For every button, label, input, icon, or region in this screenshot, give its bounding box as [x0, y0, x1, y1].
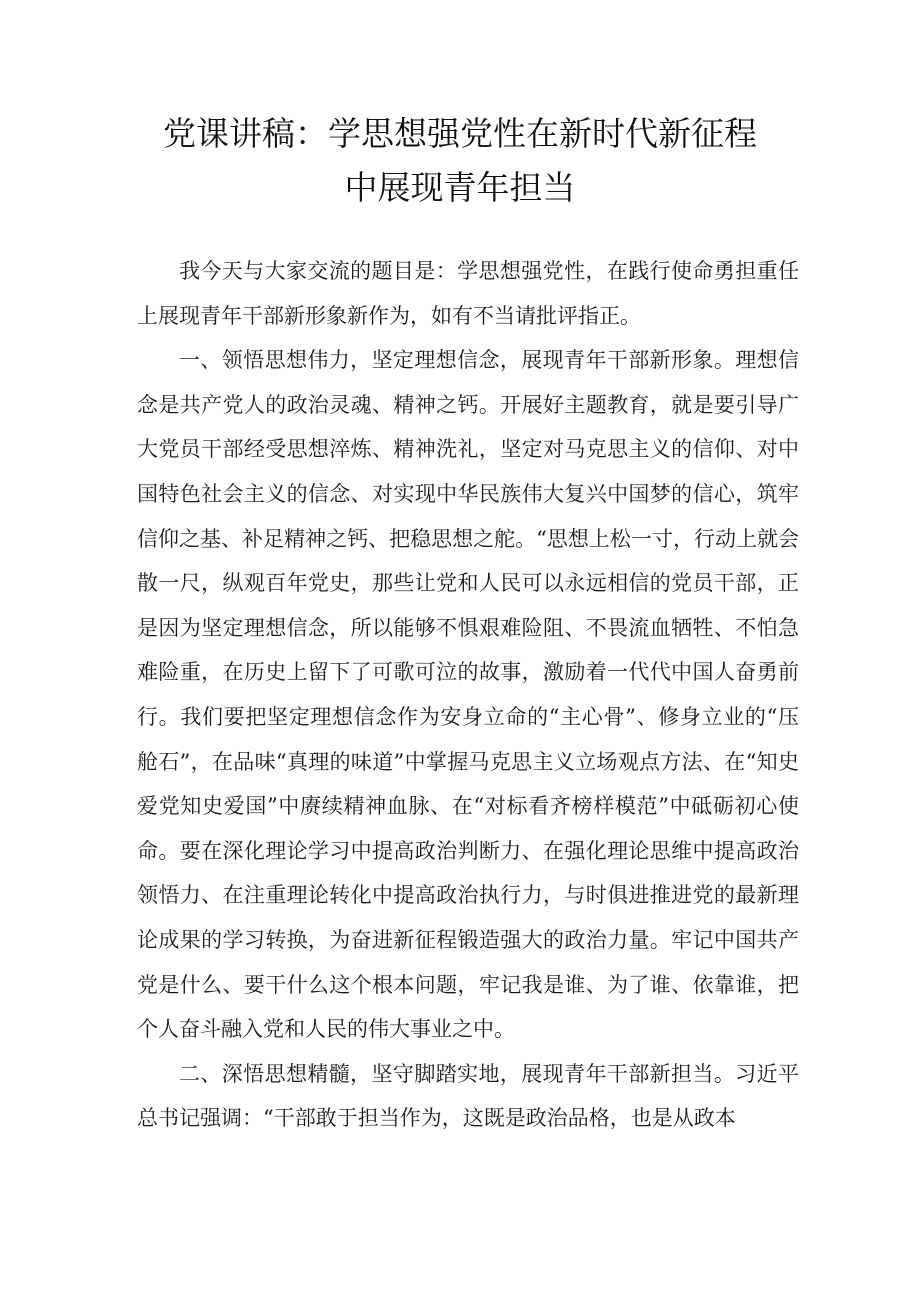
paragraph-intro: 我今天与大家交流的题目是：学思想强党性，在践行使命勇担重任上展现青年干部新形象新作为，如有不当请批评指正。	[137, 259, 799, 328]
document-title-line-1: 党课讲稿：学思想强党性在新时代新征程	[163, 114, 757, 153]
document-title-line-2: 中展现青年担当	[344, 168, 576, 207]
document-body	[137, 249, 799, 1141]
paragraph-section-2: 二、深悟思想精髓，坚守脚踏实地，展现青年干部新担当。习近平总书记强调：“干部敢于担当作为，这既是政治品格，也是从政本	[137, 1061, 799, 1131]
paragraph-section-1: 一、领悟思想伟力，坚定理想信念，展现青年干部新形象。理想信念是共产党人的政治灵魂、精神之钙。开展好主题教育，就是要引导广大党员干部经受思想淬炼、精神洗礼，坚定对马克思主义的信仰、对中国特色社会主义的信念、对实现中华民族伟大复兴中国梦的信心，筑牢信仰之基、补足精神之钙、把稳思想之舵。“思想上松一寸，行动上就会散一尺，纵观百年党史，那些让党和人民可以永远相信的党员干部，正是因为坚定理想信念，所以能够不惧艰难险阻、不畏流血牺牲、不怕急难险重，在历史上留下了可歌可泣的故事，激励着一代代中国人奋勇前行。我们要把坚定理想信念作为安身立命的“主心骨”、修身立业的“压舱石”，在品味“真理的味道”中掌握马克思主义立场观点方法、在“知史爱党知史爱国”中赓续精神血脉、在“对标看齐榜样模范”中砥砺初心使命。要在深化理论学习中提高政治判断力、在强化理论思维中提高政治领悟力、在注重理论转化中提高政治执行力，与时俱进推进党的最新理论成果的学习转换，为奋进新征程锻造强大的政治力量。牢记中国共产党是什么、要干什么这个根本问题，牢记我是谁、为了谁、依靠谁，把个人奋斗融入党和人民的伟大事业之中。	[137, 348, 799, 1042]
